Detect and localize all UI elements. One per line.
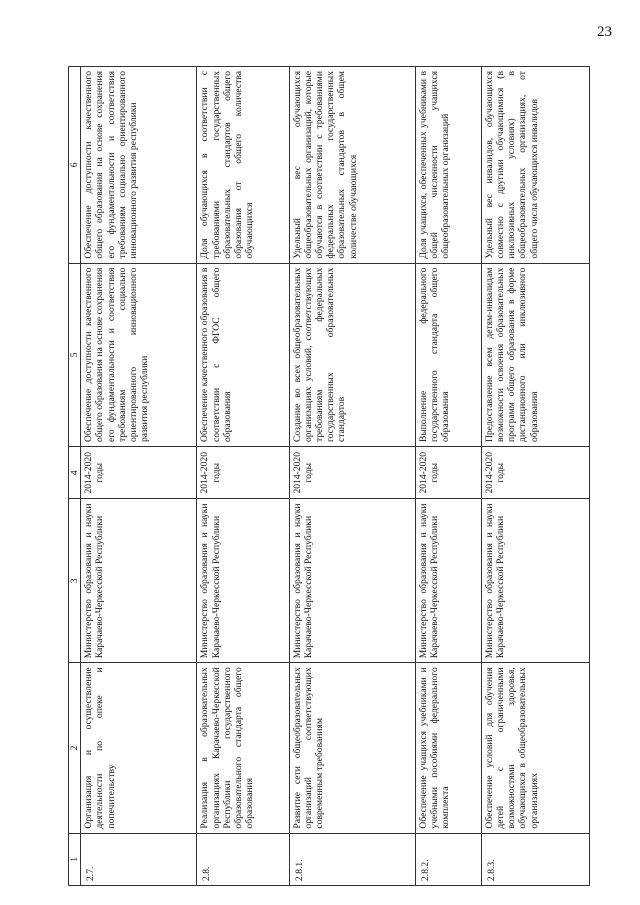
column-number: 6 — [69, 67, 81, 264]
column-number: 3 — [69, 499, 81, 663]
column-number: 5 — [69, 263, 81, 446]
years-cell: 2014-2020 годы — [415, 447, 481, 499]
years-cell: 2014-2020 годы — [481, 447, 589, 499]
indicator-cell: Доля учащихся, обеспеченных учебниками в общей численности учащихся общеобразовательных организаций — [415, 67, 481, 264]
column-number-row — [69, 67, 81, 886]
activity-cell: Обеспечение учащихся учебниками и учебными пособиями федерального комплекта — [415, 663, 481, 833]
page-number: 23 — [597, 24, 612, 40]
indicator-cell: Удельный вес обучающихся общеобразовательных организаций, которые обучаются в соответствии с требованиями федеральных государственных образовательных стандартов в общем количестве обучающихся — [289, 67, 415, 264]
table-row — [481, 67, 589, 886]
indicator-cell: Обеспечение доступности качественного общего образования на основе сохранения его фундаментальности и соответствия требованиям социально ориентированного инновационного развития республики — [81, 67, 197, 264]
row-number: 2.7. — [81, 833, 197, 885]
years-cell: 2014-2020 годы — [289, 447, 415, 499]
row-number: 2.8.2. — [415, 833, 481, 885]
row-number: 2.8. — [197, 833, 289, 885]
result-cell: Предоставление всем детям-инвалидам возможности освоения образовательных программ общего образования в форме дистанционного или инклюзивного образования — [481, 263, 589, 446]
table-row — [415, 67, 481, 886]
executor-cell: Министерство образования и науки Карачаево-Черкесской Республики — [81, 499, 197, 663]
result-cell: Выполнение федерального государственного стандарта общего образования — [415, 263, 481, 446]
table-row — [81, 67, 197, 886]
activity-cell: Обеспечение условий для обучения детей с ограниченными возможностями здоровья, обучающихся в общеобразовательных организациях — [481, 663, 589, 833]
table-row — [197, 67, 289, 886]
activity-cell: Организация и осуществление деятельности по опеке и попечительству — [81, 663, 197, 833]
row-number: 2.8.1. — [289, 833, 415, 885]
result-cell: Создание во всех общеобразовательных организациях условий, соответствующих требованиям федеральных государственных образовательных стандартов — [289, 263, 415, 446]
column-number: 4 — [69, 447, 81, 499]
result-cell: Обеспечение доступности качественного общего образования на основе сохранения его фундаментальности и соответствия требованиям социально ориентированного инновационного развития республики — [81, 263, 197, 446]
table-row — [289, 67, 415, 886]
activity-cell: Развитие сети общеобразовательных организаций соответствующих современным требованиям — [289, 663, 415, 833]
result-cell: Обеспечение качественного образования в соответствии с ФГОС общего образования — [197, 263, 289, 446]
rotated-table-container — [68, 66, 590, 886]
indicator-cell: Доля обучающихся в соответствии с требованиями государственных образовательных стандартов общего образования от общего количества обучающихся — [197, 67, 289, 264]
executor-cell: Министерство образования и науки Карачаево-Черкесской Республики — [415, 499, 481, 663]
table-viewport — [68, 66, 590, 886]
executor-cell: Министерство образования и науки Карачаево-Черкесской Республики — [197, 499, 289, 663]
years-cell: 2014-2020 годы — [197, 447, 289, 499]
years-cell: 2014-2020 годы — [81, 447, 197, 499]
activity-cell: Реализация в образовательных организациях Карачаево-Черкесской Республики государственного образовательного стандарта общего образования — [197, 663, 289, 833]
indicator-cell: Удельный вес инвалидов, обучающихся совместно с другими обучающимися (в инклюзивных условиях) в общеобразовательных организациях, от общего числа обучающихся инвалидов — [481, 67, 589, 264]
column-number: 2 — [69, 663, 81, 833]
column-number: 1 — [69, 833, 81, 885]
row-number: 2.8.3. — [481, 833, 589, 885]
executor-cell: Министерство образования и науки Карачаево-Черкесской Республики — [289, 499, 415, 663]
program-activities-table — [68, 66, 590, 886]
executor-cell: Министерство образования и науки Карачаево-Черкесской Республики — [481, 499, 589, 663]
